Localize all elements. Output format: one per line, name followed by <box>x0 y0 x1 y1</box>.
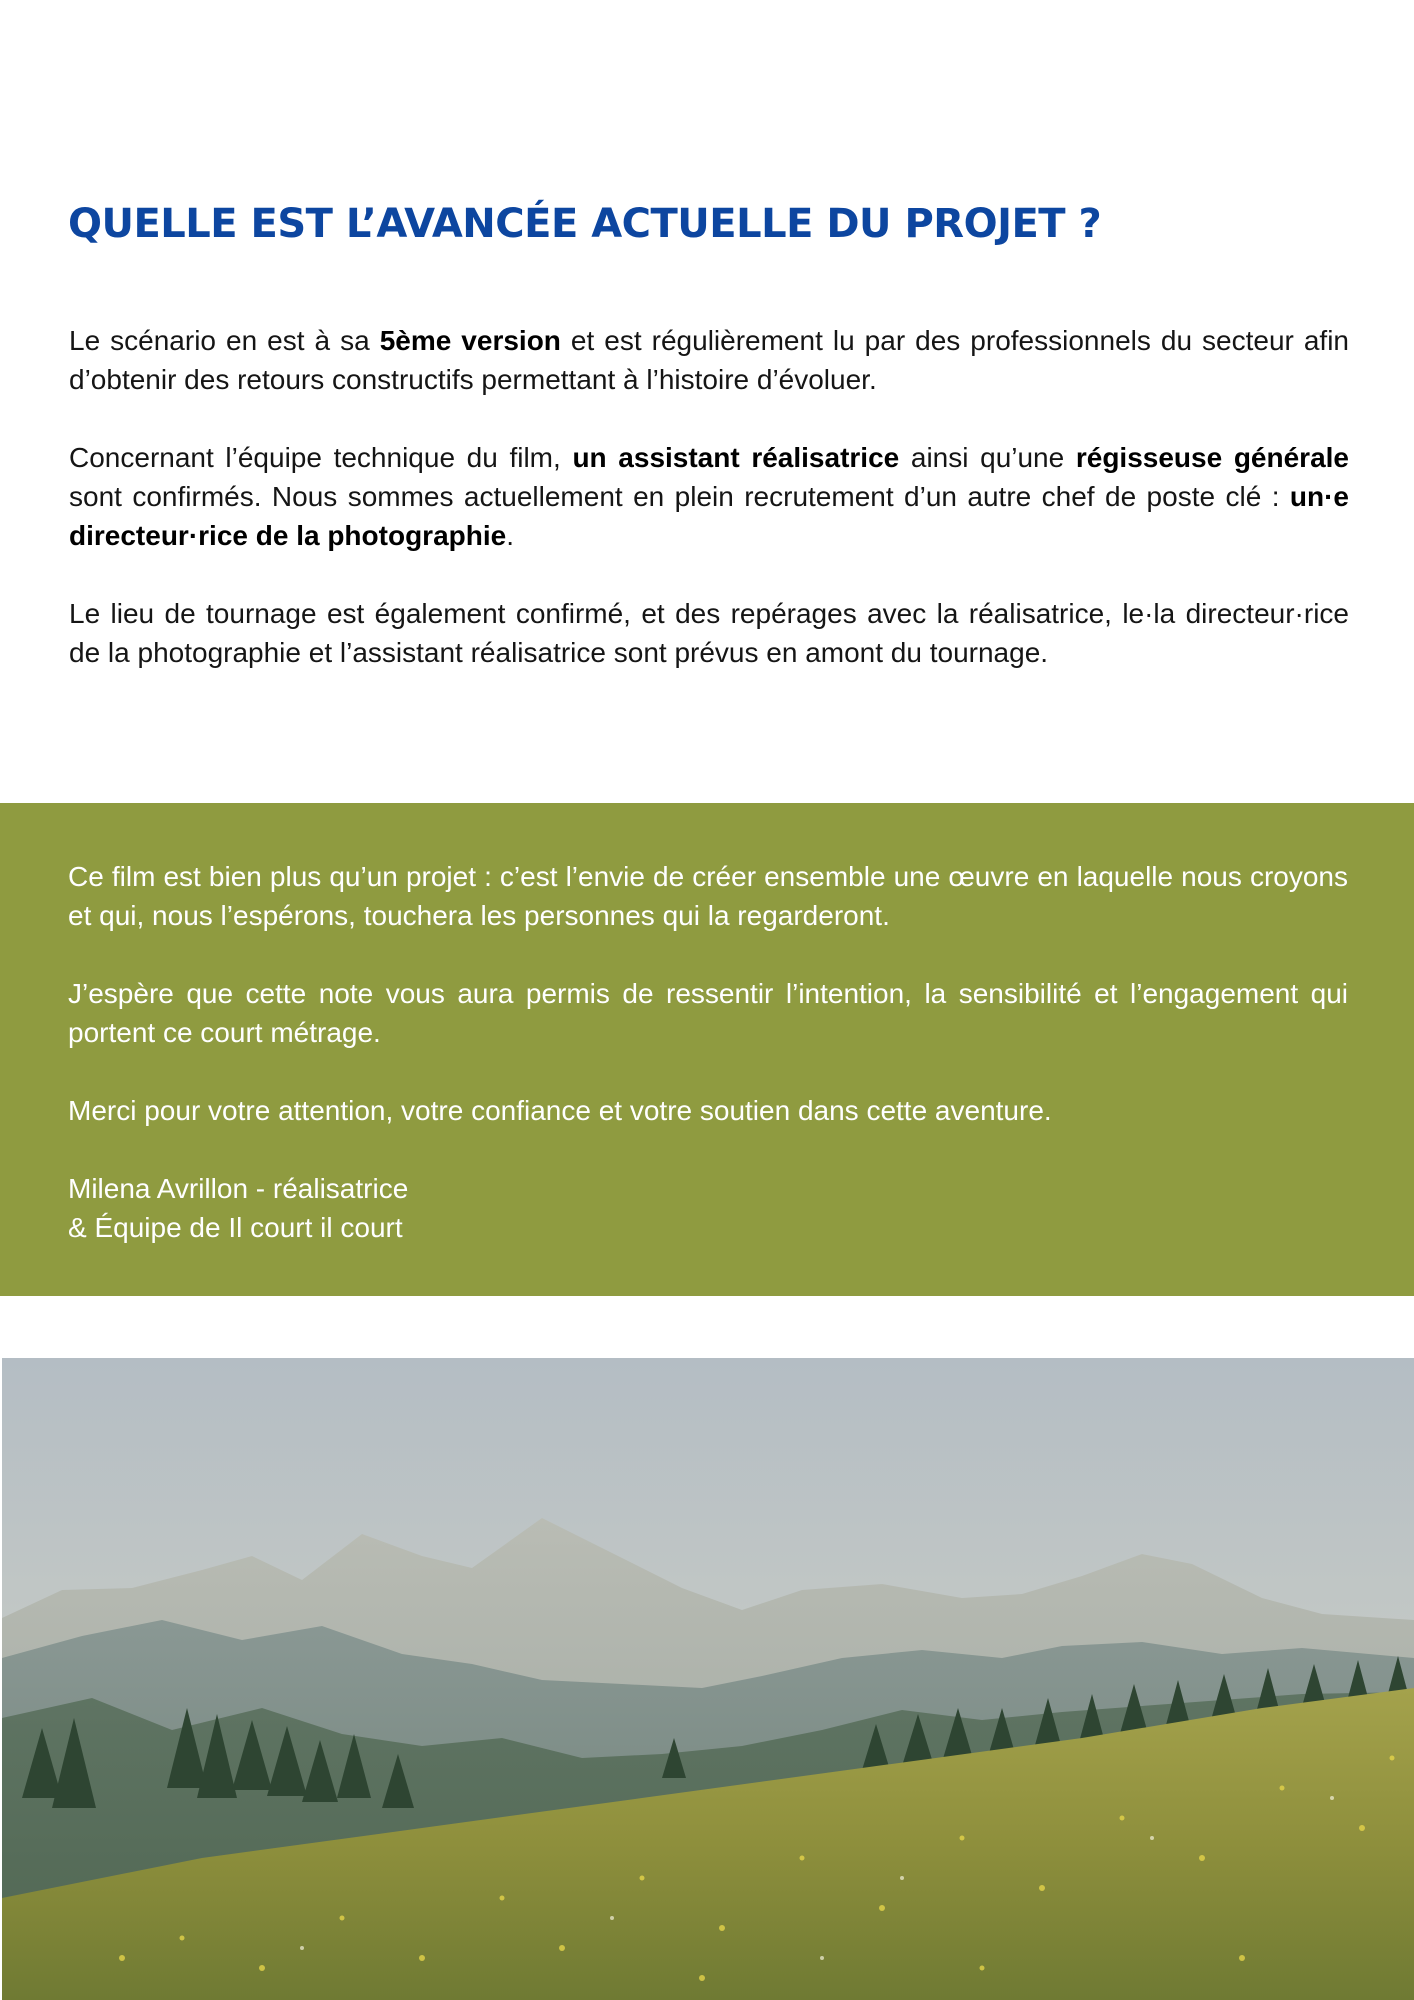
closing-paragraph-2: J’espère que cette note vous aura permis de ressentir l’intention, la sensibilité et l’engagement qui portent ce court métrage. <box>68 978 1348 1048</box>
text-run: sont confirmés. Nous sommes actuellement en plein recrutement d’un autre chef de poste clé : <box>69 481 1290 512</box>
text-run: Concernant l’équipe technique du film, <box>69 442 573 473</box>
signature <box>68 1169 1348 1247</box>
closing-band <box>0 803 1414 1296</box>
signature-name: Milena Avrillon - réalisatrice <box>68 1173 409 1204</box>
bold-version: 5ème version <box>379 325 561 356</box>
intro-text <box>69 321 1349 672</box>
signature-team: & Équipe de Il court il court <box>68 1212 403 1243</box>
text-run: et est régulièrement lu par des professionnels du secteur afin d’obtenir des retours constructifs permettant à l’histoire d’évoluer. <box>69 325 1349 395</box>
closing-text <box>68 857 1348 1247</box>
closing-paragraph-1: Ce film est bien plus qu’un projet : c’est l’envie de créer ensemble une œuvre en laquelle nous croyons et qui, nous l’espérons, touchera les personnes qui la regarderont. <box>68 861 1348 931</box>
section-heading: QUELLE EST L’AVANCÉE ACTUELLE DU PROJET ? <box>68 201 1102 247</box>
paragraph-location: Le lieu de tournage est également confirmé, et des repérages avec la réalisatrice, le·la directeur·rice de la photographie et l’assistant réalisatrice sont prévus en amont du tournage. <box>69 598 1349 668</box>
text-run: ainsi qu’une <box>899 442 1076 473</box>
bold-assistant: un assistant réalisatrice <box>572 442 900 473</box>
paragraph-team <box>69 438 1349 555</box>
bold-regisseuse: régisseuse générale <box>1075 442 1349 473</box>
text-run: . <box>506 520 514 551</box>
mountain-meadow-image <box>2 1358 1414 2000</box>
bold-directeur-photo: un·e directeur·rice de la photographie <box>69 481 1349 551</box>
closing-paragraph-3: Merci pour votre attention, votre confiance et votre soutien dans cette aventure. <box>68 1095 1052 1126</box>
landscape-photo <box>2 1358 1414 2000</box>
text-run: Le scénario en est à sa <box>69 325 380 356</box>
paragraph-scenario <box>69 321 1349 399</box>
